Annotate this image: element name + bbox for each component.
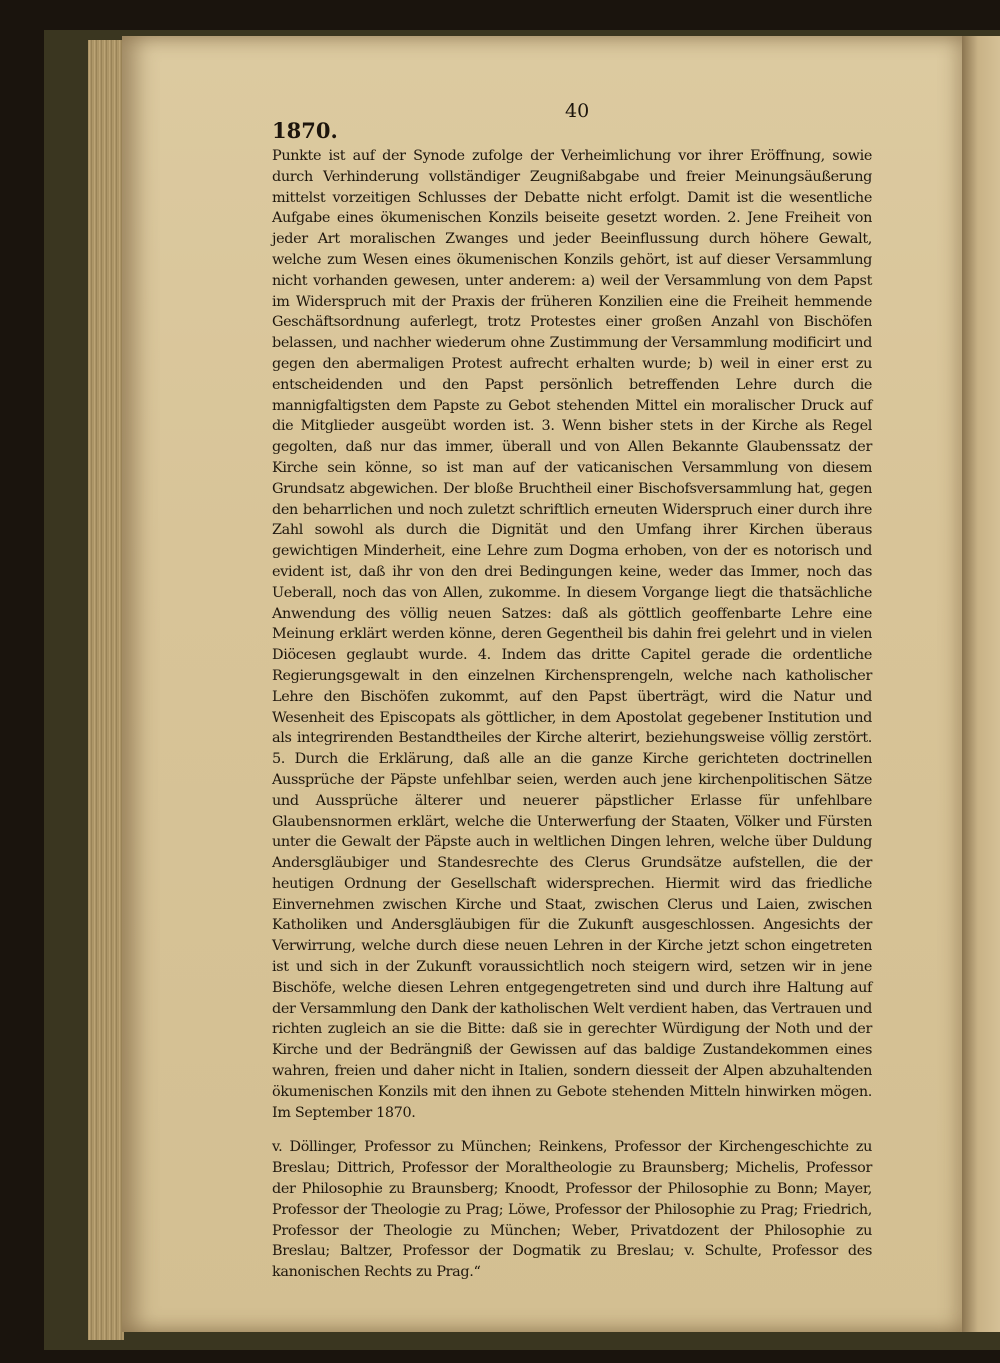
page-edges [88,40,124,1340]
body-paragraph: Punkte ist auf der Synode zufolge der Verheimlichung vor ihrer Eröffnung, sowie durch Verhinderung vollständiger Zeugnißabgabe und freier Meinungsäußerung mittelst vorzeitigen Schlusses der Debatte nicht erfolgt. Damit ist die wesentliche Aufgabe eines ökumenischen Konzils beiseite gesetzt worden. 2. Jene Freiheit von jeder Art moralischen Zwanges und jeder Beeinflussung durch höhere Gewalt, welche zum Wesen eines ökumenischen Konzils gehört, ist auf dieser Versammlung nicht vorhanden gewesen, unter anderem: a) weil der Versammlung von dem Papst im Widerspruch mit der Praxis der früheren Konzilien eine die Freiheit hemmende Geschäftsordnung auferlegt, trotz Protestes einer großen Anzahl von Bischöfen belassen, und nachher wiederum ohne Zustimmung der Versammlung modificirt und gegen den abermaligen Protest aufrecht erhalten wurde; b) weil in einer erst zu entscheidenden und den Papst persönlich betreffenden Lehre durch die mannigfaltigsten dem Papste zu Gebot stehenden Mittel ein moralischer Druck auf die Mitglieder ausgeübt worden ist. 3. Wenn bisher stets in der Kirche als Regel gegolten, daß nur das immer, überall und von Allen Bekannte Glaubenssatz der Kirche sein könne, so ist man auf der vaticanischen Versammlung von diesem Grundsatz abgewichen. Der bloße Bruchtheil einer Bischofsversammlung hat, gegen den beharrlichen und noch zuletzt schriftlich erneuten Widerspruch einer durch ihre Zahl sowohl als durch die Dignität und den Umfang ihrer Kirchen überaus gewichtigen Minderheit, eine Lehre zum Dogma erhoben, von der es notorisch und evident ist, daß ihr von den drei Bedingungen keine, weder das Immer, noch das Ueberall, noch das von Allen, zukomme. In diesem Vorgange liegt die thatsächliche Anwendung des völlig neuen Satzes: daß als göttlich geoffenbarte Lehre eine Meinung erklärt werden könne, deren Gegentheil bis dahin frei gelehrt und in vielen Diöcesen geglaubt wurde. 4. Indem das dritte Capitel gerade die ordentliche Regierungsgewalt in den einzelnen Kirchensprengeln, welche nach katholischer Lehre den Bischöfen zukommt, auf den Papst überträgt, wird die Natur und Wesenheit des Episcopats als göttlicher, in dem Apostolat gegebener Institution und als integrirenden Bestandtheiles der Kirche alterirt, beziehungsweise völlig zerstört. 5. Durch die Erklärung, daß alle an die ganze Kirche gerichteten doctrinellen Aussprüche der Päpste unfehlbar seien, werden auch jene kirchenpolitischen Sätze und Aussprüche älterer und neuerer päpstlicher Erlasse für unfehlbare Glaubensnormen erklärt, welche die Unterwerfung der Staaten, Völker und Fürsten unter die Gewalt der Päpste auch in weltlichen Dingen lehren, welche über Duldung Andersgläubiger und Standesrechte des Clerus Grundsätze aufstellen, die der heutigen Ordnung der Gesellschaft widersprechen. Hiermit wird das friedliche Einvernehmen zwischen Kirche und Staat, zwischen Clerus und Laien, zwischen Katholiken und Andersgläubigen für die Zukunft ausgeschlossen. Angesichts der Verwirrung, welche durch diese neuen Lehren in der Kirche jetzt schon eingetreten ist und sich in der Zukunft voraussichtlich noch steigern wird, setzen wir in jene Bischöfe, welche diesen Lehren entgegengetreten sind und durch ihre Haltung auf der Versammlung den Dank der katholischen Welt verdient haben, das Vertrauen und richten zugleich an sie die Bitte: daß sie in gerechter Würdigung der Noth und der Kirche und der Bedrängniß der Gewissen auf das baldige Zustandekommen eines wahren, freien und daher nicht in Italien, sondern diesseit der Alpen abzuhaltenden ökumenischen Konzils mit den ihnen zu Gebote stehenden Mitteln hinwirken mögen. Im September 1870. [272,148,872,1121]
running-head-year: 1870. [272,118,338,143]
body-text-block [272,146,872,1283]
facing-page-edge [962,36,1000,1332]
signatories-paragraph: v. Döllinger, Professor zu München; Reinkens, Professor der Kirchengeschichte zu Breslau; Dittrich, Professor der Moraltheologie zu Braunsberg; Michelis, Professor der Philosophie zu Braunsberg; Knoodt, Professor der Philosophie zu Bonn; Mayer, Professor der Theologie zu Prag; Löwe, Professor der Philosophie zu Prag; Friedrich, Professor der Theologie zu München; Weber, Privatdozent der Philosophie zu Breslau; Baltzer, Professor der Dogmatik zu Breslau; v. Schulte, Professor des kanonischen Rechts zu Prag.“ [272,1139,872,1281]
page-number: 40 [565,100,590,122]
